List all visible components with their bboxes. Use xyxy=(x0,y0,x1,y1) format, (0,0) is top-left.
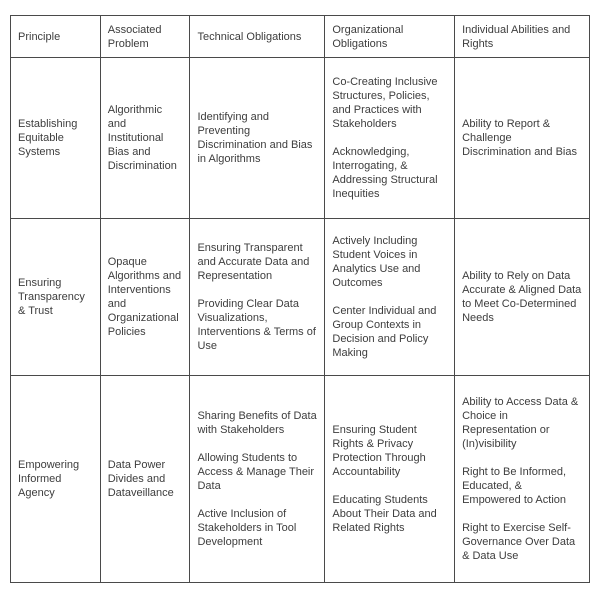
principles-table xyxy=(10,15,590,583)
cell-paragraph: Establishing Equitable Systems xyxy=(18,118,78,158)
column-header-organizational-obligations: Organizational Obligations xyxy=(325,16,455,58)
cell-paragraph: Opaque Algorithms and Interventions and Organizational Policies xyxy=(107,256,182,338)
cell-associated-problem xyxy=(100,58,190,219)
cell-paragraph: Active Inclusion of Stakeholders in Tool Development xyxy=(197,508,297,548)
cell-technical-obligations xyxy=(190,219,325,376)
cell-paragraph: Allowing Students to Access & Manage Their Data xyxy=(197,452,315,492)
cell-paragraph: Ensuring Transparency & Trust xyxy=(18,277,85,317)
cell-associated-problem xyxy=(100,376,190,583)
cell-associated-problem xyxy=(100,219,190,376)
cell-paragraph: Actively Including Student Voices in Analytics Use and Outcomes xyxy=(332,235,421,289)
cell-paragraph: Educating Students About Their Data and Related Rights xyxy=(332,494,437,534)
cell-paragraph: Right to Be Informed, Educated, & Empowered to Action xyxy=(462,466,567,506)
cell-individual-abilities xyxy=(455,219,590,376)
table-row xyxy=(11,376,590,583)
cell-principle xyxy=(11,376,101,583)
cell-paragraph: Right to Exercise Self-Governance Over Data & Data Use xyxy=(462,522,576,562)
cell-principle xyxy=(11,219,101,376)
cell-paragraph: Ability to Report & Challenge Discrimination and Bias xyxy=(462,118,577,158)
cell-paragraph: Data Power Divides and Dataveillance xyxy=(107,459,174,499)
cell-paragraph: Empowering Informed Agency xyxy=(18,459,80,499)
cell-individual-abilities xyxy=(455,376,590,583)
cell-paragraph: Ensuring Student Rights & Privacy Protection Through Accountability xyxy=(332,424,426,478)
cell-paragraph: Providing Clear Data Visualizations, Interventions & Terms of Use xyxy=(197,298,316,352)
cell-principle xyxy=(11,58,101,219)
cell-paragraph: Ability to Rely on Data Accurate & Aligned Data to Meet Co-Determined Needs xyxy=(462,270,582,324)
cell-technical-obligations xyxy=(190,376,325,583)
cell-paragraph: Ability to Access Data & Choice in Representation or (In)visibility xyxy=(462,396,579,450)
cell-paragraph: Sharing Benefits of Data with Stakeholders xyxy=(197,410,317,436)
header-row xyxy=(11,16,590,58)
column-header-associated-problem: Associated Problem xyxy=(100,16,190,58)
cell-paragraph: Acknowledging, Interrogating, & Addressing Structural Inequities xyxy=(332,146,438,200)
column-header-technical-obligations: Technical Obligations xyxy=(190,16,325,58)
cell-paragraph: Algorithmic and Institutional Bias and Discrimination xyxy=(107,104,177,172)
table-row xyxy=(11,219,590,376)
cell-technical-obligations xyxy=(190,58,325,219)
cell-paragraph: Identifying and Preventing Discrimination and Bias in Algorithms xyxy=(197,111,313,165)
cell-organizational-obligations xyxy=(325,58,455,219)
cell-organizational-obligations xyxy=(325,219,455,376)
column-header-principle: Principle xyxy=(11,16,101,58)
table-row xyxy=(11,58,590,219)
cell-individual-abilities xyxy=(455,58,590,219)
cell-paragraph: Ensuring Transparent and Accurate Data and Representation xyxy=(197,242,310,282)
column-header-individual-abilities: Individual Abilities and Rights xyxy=(455,16,590,58)
cell-organizational-obligations xyxy=(325,376,455,583)
cell-paragraph: Co-Creating Inclusive Structures, Policies, and Practices with Stakeholders xyxy=(332,76,438,130)
cell-paragraph: Center Individual and Group Contexts in Decision and Policy Making xyxy=(332,305,437,359)
